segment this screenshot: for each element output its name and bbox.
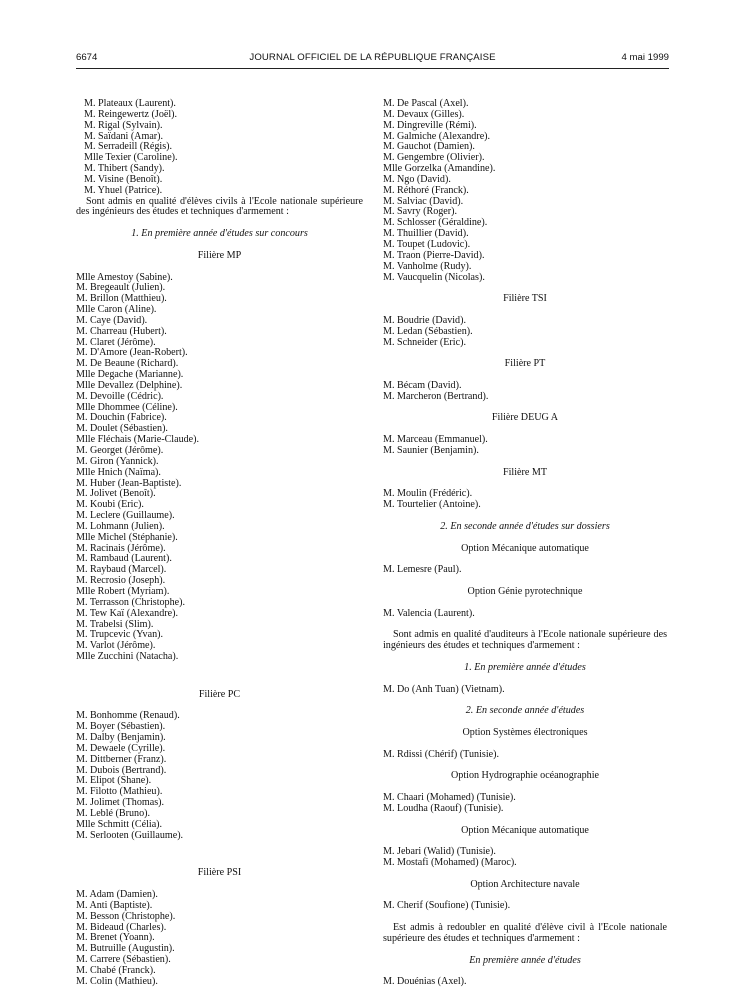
list-item: Mlle Zucchini (Natacha). [76, 651, 179, 663]
list-item: M. Boudrie (David). [383, 314, 466, 326]
list-item: M. Valencia (Laurent). [383, 607, 475, 619]
list-item: Mlle Devallez (Delphine). [76, 379, 183, 391]
list-item: M. Carrere (Sébastien). [76, 954, 171, 966]
page-number: 6674 [76, 52, 98, 63]
list-item: M. Gengembre (Olivier). [383, 152, 485, 164]
filiere-pt-list [383, 381, 667, 403]
list-item: M. Trabelsi (Slim). [76, 618, 154, 630]
list-item: Mlle Michel (Stéphanie). [76, 531, 178, 543]
list-item: M. Devaux (Gilles). [383, 108, 465, 120]
list-item: M. Colin (Mathieu). [76, 975, 158, 987]
filiere-mt-list [383, 489, 667, 511]
list-item: M. Gauchot (Damien). [383, 141, 475, 153]
option-meca2-title: Option Mécanique automatique [461, 824, 589, 836]
list-item: Mlle Gorzelka (Amandine). [383, 163, 496, 175]
list-item: M. Serlooten (Guillaume). [76, 829, 184, 841]
list-item: M. Bregeault (Julien). [76, 282, 166, 294]
list-item: M. Yhuel (Patrice). [84, 184, 163, 196]
list-item: M. Reingewertz (Joël). [84, 108, 178, 120]
list-item: M. Koubi (Eric). [76, 499, 144, 511]
list-item: M. Adam (Damien). [76, 889, 158, 901]
intro-paragraph: Sont admis en qualité d'élèves civils à l'Ecole nationale supérieure des ingénieurs des études et techniques d'armement : [76, 195, 363, 218]
filiere-deug-list [383, 435, 667, 457]
list-item: M. Brillon (Matthieu). [76, 293, 167, 305]
list-item: M. Jolivet (Benoît). [76, 488, 156, 500]
section-heading: 1. En première année d'études sur concours [131, 228, 308, 240]
list-item: M. Jebari (Walid) (Tunisie). [383, 846, 496, 858]
list-item: M. Dittberner (Franz). [76, 753, 167, 765]
list-item: M. Dingreville (Rémi). [383, 119, 477, 131]
section-heading: 2. En seconde année d'études sur dossiers [440, 520, 610, 532]
filiere-pc-list [76, 711, 363, 841]
list-item: M. Moulin (Frédéric). [383, 488, 473, 500]
option-meca-list [383, 565, 667, 576]
list-item: M. Marceau (Emmanuel). [383, 434, 488, 446]
list-item: M. Brenet (Yoann). [76, 932, 155, 944]
redoubler-paragraph: Est admis à redoubler en qualité d'élève civil à l'Ecole nationale supérieure des études et techniques d'armement : [383, 922, 667, 944]
list-item: M. Recrosio (Joseph). [76, 575, 166, 587]
option-pyro-title: Option Génie pyrotechnique [467, 585, 583, 597]
list-item: M. Anti (Baptiste). [76, 899, 153, 911]
list-item: M. Vanholme (Rudy). [383, 260, 472, 272]
list-item: M. Saunier (Benjamin). [383, 445, 479, 456]
list-item: M. Rambaud (Laurent). [76, 553, 172, 565]
list-item: M. D'Amore (Jean-Robert). [76, 347, 188, 359]
list-item: M. Bécam (David). [383, 379, 462, 391]
top-names-list [76, 99, 363, 197]
list-item: M. Raybaud (Marcel). [76, 564, 167, 576]
list-item: Mlle Caron (Aline). [76, 304, 157, 316]
list-item: M. Salviac (David). [383, 195, 464, 207]
list-item: M. Galmiche (Alexandre). [383, 130, 491, 142]
list-item: M. Marcheron (Bertrand). [383, 390, 489, 402]
list-item: M. Bideaud (Charles). [76, 921, 167, 933]
list-item: M. Douénias (Axel). [383, 976, 467, 988]
list-item: M. Dubois (Bertrand). [76, 764, 167, 776]
list-item: M. Filotto (Mathieu). [76, 786, 163, 798]
left-column [76, 99, 363, 988]
list-item: M. Caye (David). [76, 314, 148, 326]
option-archi-list [383, 901, 667, 912]
list-item: Mlle Fléchais (Marie-Claude). [76, 434, 200, 446]
list-item: Mlle Texier (Caroline). [84, 152, 178, 164]
right-column [383, 99, 667, 988]
page-header [76, 52, 669, 66]
list-item: M. De Beaune (Richard). [76, 358, 179, 370]
list-item: M. Plateaux (Laurent). [84, 98, 176, 109]
list-item: M. Thuillier (David). [383, 228, 469, 240]
list-item: M. Charreau (Hubert). [76, 325, 167, 337]
list-item: M. Doulet (Sébastien). [76, 423, 168, 435]
list-item: M. Serradeill (Régis). [84, 141, 173, 153]
option-meca-title: Option Mécanique automatique [461, 542, 589, 554]
list-item: M. Loudha (Raouf) (Tunisie). [383, 802, 504, 814]
option-pyro-list [383, 609, 667, 620]
list-item: Mlle Hnich (Naïma). [76, 466, 161, 478]
list-item: M. Leblé (Bruno). [76, 808, 151, 819]
list-item: M. Chabé (Franck). [76, 964, 156, 976]
list-item: M. Tourtelier (Antoine). [383, 499, 481, 511]
list-item: M. Traon (Pierre-David). [383, 249, 485, 261]
list-item: M. Dalby (Benjamin). [76, 732, 166, 744]
aud-first-list [383, 685, 667, 696]
list-item: M. Jolimet (Thomas). [76, 797, 165, 809]
list-item: M. Claret (Jérôme). [76, 336, 156, 348]
list-item: M. Varlot (Jérôme). [76, 640, 156, 652]
list-item: Mlle Dhommee (Céline). [76, 401, 178, 413]
list-item: M. Tew Kaï (Alexandre). [76, 607, 178, 619]
filiere-psi-list [76, 890, 363, 988]
list-item: Mlle Degache (Marianne). [76, 369, 184, 381]
list-item: M. Ngo (David). [383, 173, 451, 185]
list-item: M. Devoille (Cédric). [76, 390, 164, 402]
list-item: M. Boyer (Sébastien). [76, 721, 166, 733]
section-heading: En première année d'études [469, 954, 581, 966]
filiere-tsi-title: Filière TSI [503, 293, 547, 305]
filiere-pt-title: Filière PT [504, 358, 546, 370]
list-item: Mlle Schmitt (Célia). [76, 818, 163, 830]
section-heading: 2. En seconde année d'études [465, 705, 585, 717]
list-item: M. Rigal (Sylvain). [84, 119, 163, 131]
option-meca2-list [383, 847, 667, 869]
list-item: M. Réthoré (Franck). [383, 184, 469, 196]
header-rule [76, 68, 669, 69]
filiere-tsi-list [383, 316, 667, 349]
filiere-psi-title: Filière PSI [197, 867, 242, 879]
list-item: M. Visine (Benoît). [84, 173, 163, 185]
list-item: Mlle Amestoy (Sabine). [76, 271, 173, 283]
option-sys-list [383, 750, 667, 761]
list-item: M. Toupet (Ludovic). [383, 238, 471, 250]
list-item: M. Huber (Jean-Baptiste). [76, 477, 182, 489]
list-item: M. Trupcevic (Yvan). [76, 629, 164, 641]
list-item: M. Ledan (Sébastien). [383, 325, 473, 337]
list-item: M. Giron (Yannick). [76, 455, 159, 467]
psi-continued-list [383, 99, 667, 283]
journal-title: JOURNAL OFFICIEL DE LA RÉPUBLIQUE FRANÇAISE [249, 52, 496, 63]
option-hydro-list [383, 793, 667, 815]
list-item: M. Leclere (Guillaume). [76, 510, 175, 522]
publication-date: 4 mai 1999 [621, 52, 669, 63]
redoubler-list [383, 977, 667, 988]
list-item: M. Schlosser (Géraldine). [383, 217, 488, 229]
list-item: M. Schneider (Eric). [383, 336, 466, 348]
filiere-mp-list [76, 273, 363, 663]
list-item: Mlle Robert (Myriam). [76, 585, 170, 597]
list-item: M. De Pascal (Axel). [383, 98, 469, 109]
list-item: M. Saïdani (Amar). [84, 130, 164, 142]
list-item: M. Thibert (Sandy). [84, 163, 165, 175]
list-item: M. Do (Anh Tuan) (Vietnam). [383, 683, 505, 695]
list-item: M. Vaucquelin (Nicolas). [383, 271, 485, 283]
list-item: M. Douchin (Fabrice). [76, 412, 167, 424]
list-item: M. Georget (Jérôme). [76, 445, 164, 456]
filiere-mp-title: Filière MP [197, 249, 242, 261]
section-heading: 1. En première année d'études [464, 661, 586, 673]
option-archi-title: Option Architecture navale [470, 878, 580, 890]
list-item: M. Terrasson (Christophe). [76, 596, 186, 608]
filiere-deug-title: Filière DEUG A [491, 412, 559, 424]
list-item: M. Mostafi (Mohamed) (Maroc). [383, 857, 517, 869]
option-hydro-title: Option Hydrographie océanographie [451, 770, 599, 782]
list-item: M. Cherif (Soufione) (Tunisie). [383, 900, 511, 912]
list-item: M. Rdissi (Chérif) (Tunisie). [383, 748, 499, 760]
auditeurs-paragraph: Sont admis en qualité d'auditeurs à l'Ecole nationale supérieure des ingénieurs des études et techniques d'armement : [383, 629, 667, 652]
list-item: M. Dewaele (Cyrille). [76, 742, 166, 754]
list-item: M. Chaari (Mohamed) (Tunisie). [383, 792, 516, 803]
list-item: M. Lohmann (Julien). [76, 520, 165, 532]
option-sys-title: Option Systèmes électroniques [462, 726, 588, 738]
list-item: M. Lemesre (Paul). [383, 564, 462, 576]
list-item: M. Racinais (Jérôme). [76, 542, 166, 554]
list-item: M. Savry (Roger). [383, 206, 458, 218]
filiere-mt-title: Filière MT [502, 466, 547, 478]
list-item: M. Bonhomme (Renaud). [76, 710, 180, 722]
list-item: M. Elipot (Shane). [76, 775, 152, 787]
list-item: M. Butruille (Augustin). [76, 943, 175, 955]
filiere-pc-title: Filière PC [198, 688, 241, 700]
list-item: M. Besson (Christophe). [76, 910, 176, 922]
